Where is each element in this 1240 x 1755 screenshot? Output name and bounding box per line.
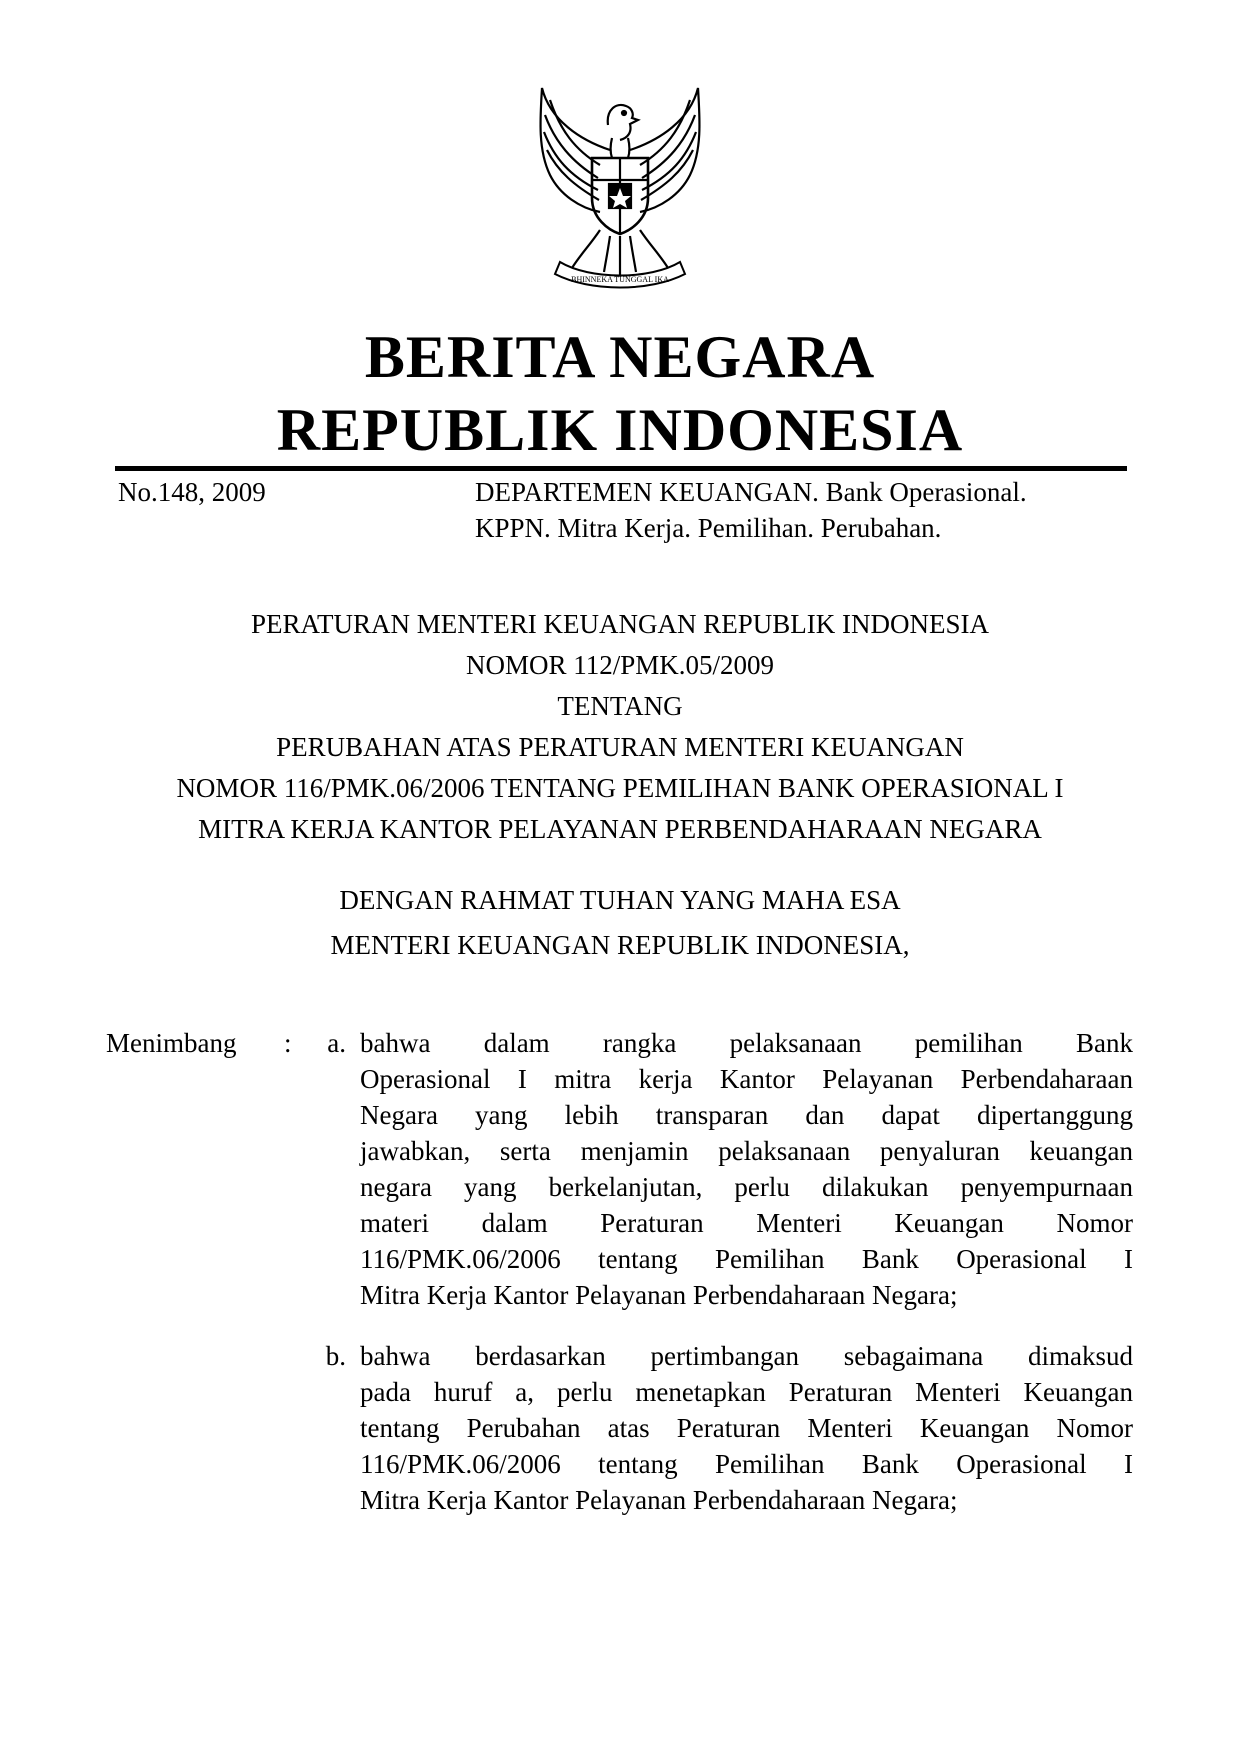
text-line: materi dalam Peraturan Menteri Keuangan Nomor	[360, 1208, 1133, 1238]
masthead-title-line2: REPUBLIK INDONESIA	[276, 397, 964, 463]
text-line: pada huruf a, perlu menetapkan Peraturan Menteri Keuangan	[360, 1377, 1133, 1407]
regulation-line: MITRA KERJA KANTOR PELAYANAN PERBENDAHARAAN NEGARA	[198, 814, 1042, 844]
text-line: jawabkan, serta menjamin pelaksanaan penyaluran keuangan	[360, 1136, 1133, 1166]
item-letter-a: a.	[327, 1028, 346, 1058]
publication-subject	[475, 474, 1027, 546]
item-letter-b: b.	[325, 1341, 346, 1371]
considerations-label: Menimbang	[106, 1028, 237, 1058]
regulation-line: PERUBAHAN ATAS PERATURAN MENTERI KEUANGAN	[276, 732, 964, 762]
text-line: tentang Perubahan atas Peraturan Menteri Keuangan Nomor	[360, 1413, 1133, 1443]
preamble	[0, 878, 1240, 968]
regulation-line: NOMOR 112/PMK.05/2009	[465, 650, 775, 680]
regulation-line: PERATURAN MENTERI KEUANGAN REPUBLIK INDONESIA	[251, 609, 989, 639]
regulation-line: NOMOR 116/PMK.06/2006 TENTANG PEMILIHAN BANK OPERASIONAL I	[176, 773, 1064, 803]
consideration-a-text	[360, 1025, 1133, 1313]
text-line: 116/PMK.06/2006 tentang Pemilihan Bank Operasional I	[360, 1244, 1133, 1274]
regulation-heading	[0, 604, 1240, 850]
text-line: negara yang berkelanjutan, perlu dilakukan penyempurnaan	[360, 1172, 1133, 1202]
text-line: 116/PMK.06/2006 tentang Pemilihan Bank Operasional I	[360, 1449, 1133, 1479]
garuda-pancasila-emblem-icon	[520, 80, 720, 300]
text-line: Operasional I mitra kerja Kantor Pelayanan Perbendaharaan	[360, 1064, 1133, 1094]
text-line: Mitra Kerja Kantor Pelayanan Perbendaharaan Negara;	[360, 1280, 958, 1310]
subject-line: DEPARTEMEN KEUANGAN. Bank Operasional.	[475, 477, 1027, 507]
consideration-b-text	[360, 1338, 1133, 1518]
preamble-line: DENGAN RAHMAT TUHAN YANG MAHA ESA	[339, 885, 901, 915]
subject-line: KPPN. Mitra Kerja. Pemilihan. Perubahan.	[475, 513, 942, 543]
publication-number: No.148, 2009	[118, 477, 266, 507]
text-line: Mitra Kerja Kantor Pelayanan Perbendaharaan Negara;	[360, 1485, 958, 1515]
text-line: Negara yang lebih transparan dan dapat dipertanggung	[360, 1100, 1133, 1130]
considerations-colon: :	[284, 1028, 292, 1058]
regulation-line: TENTANG	[557, 691, 683, 721]
svg-text:BHINNEKA TUNGGAL IKA: BHINNEKA TUNGGAL IKA	[571, 275, 669, 284]
masthead-title-line1: BERITA NEGARA	[364, 324, 876, 390]
preamble-line: MENTERI KEUANGAN REPUBLIK INDONESIA,	[330, 930, 910, 960]
text-line: bahwa dalam rangka pelaksanaan pemilihan Bank	[360, 1028, 1133, 1058]
masthead-divider	[115, 466, 1127, 471]
text-line: bahwa berdasarkan pertimbangan sebagaimana dimaksud	[360, 1341, 1133, 1371]
